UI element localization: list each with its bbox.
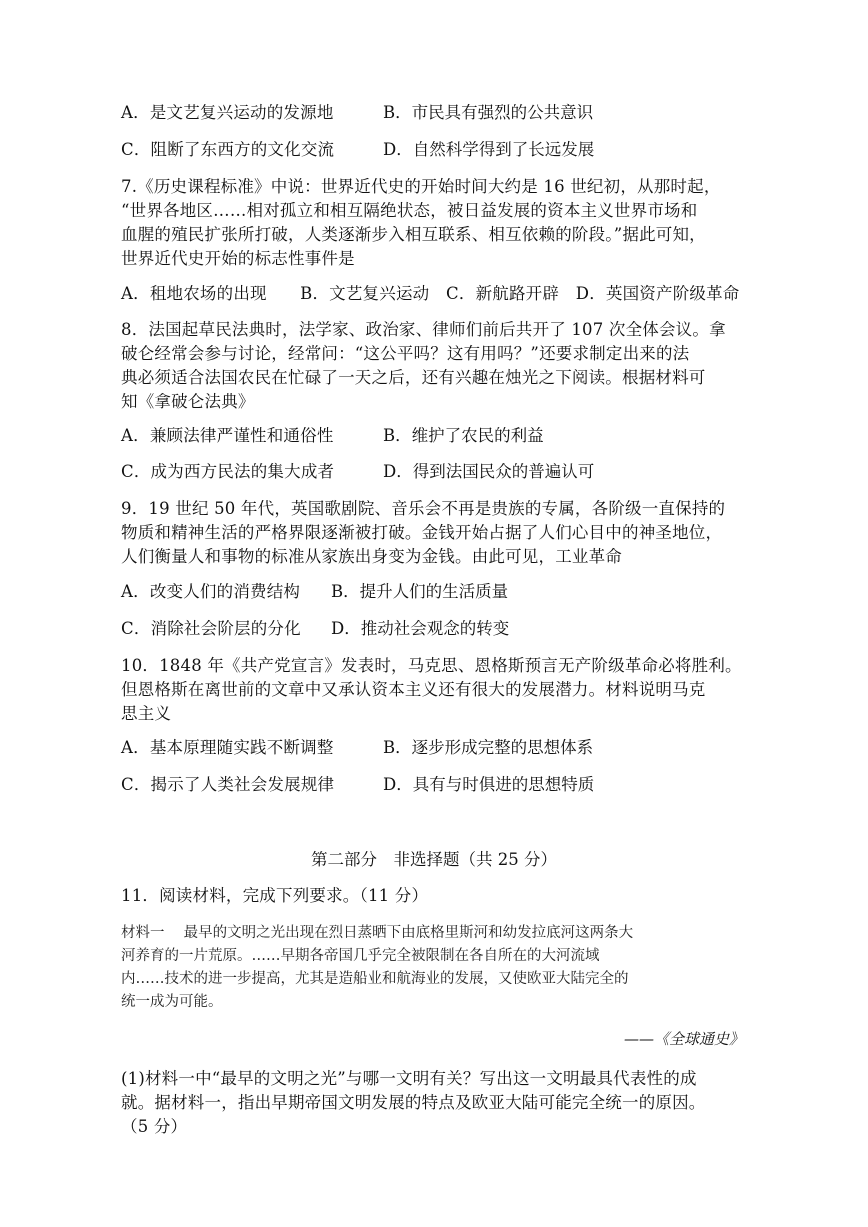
q7-stem-line: 血腥的殖民扩张所打破，人类逐渐步入相互联系、相互依赖的阶段。”据此可知，	[121, 225, 706, 244]
q11-stem: 11．阅读材料，完成下列要求。（11 分）	[121, 886, 429, 905]
q11-sub1-line: 就。据材料一，指出早期帝国文明发展的特点及欧亚大陆可能完全统一的原因。	[121, 1093, 706, 1112]
q11-material-source: ——《全球通史》	[623, 1030, 744, 1048]
q10-option-c: C．揭示了人类社会发展规律	[121, 775, 335, 794]
q10-option-d: D．具有与时俱进的思想特质	[383, 775, 595, 794]
q7-options: A．租地农场的出现 B．文艺复兴运动 C．新航路开辟 D．英国资产阶级革命	[121, 284, 740, 303]
q9-stem-line: 9．19 世纪 50 年代，英国歌剧院、音乐会不再是贵族的专属，各阶级一直保持的	[121, 499, 726, 518]
q6-option-d: D．自然科学得到了长远发展	[383, 140, 595, 159]
q7-stem-line: “世界各地区……相对孤立和相互隔绝状态，被日益发展的资本主义世界市场和	[121, 201, 698, 220]
q9-option-b: B．提升人们的生活质量	[331, 582, 509, 601]
q8-option-b: B．维护了农民的利益	[383, 426, 544, 445]
q8-stem-line: 知《拿破仑法典》	[121, 392, 255, 411]
q7-stem-line: 7.《历史课程标准》中说：世界近代史的开始时间大约是 16 世纪初，从那时起，	[121, 177, 721, 196]
q7-stem-line: 世界近代史开始的标志性事件是	[121, 249, 355, 268]
q9-stem-line: 人们衡量人和事物的标准从家族出身变为金钱。由此可见，工业革命	[121, 547, 622, 566]
q10-stem-line: 但恩格斯在离世前的文章中又承认资本主义还有很大的发展潜力。材料说明马克	[121, 680, 706, 699]
q11-material-line: 材料一 最早的文明之光出现在烈日蒸晒下由底格里斯河和幼发拉底河这两条大	[121, 925, 634, 941]
q9-stem-line: 物质和精神生活的严格界限逐渐被打破。金钱开始占据了人们心目中的神圣地位，	[121, 523, 723, 542]
q11-sub1-line: （5 分）	[121, 1117, 188, 1136]
q11-sub1-line: (1)材料一中“最早的文明之光”与哪一文明有关？写出这一文明最具代表性的成	[121, 1069, 697, 1088]
q10-stem-line: 10．1848 年《共产党宣言》发表时，马克思、恩格斯预言无产阶级革命必将胜利。	[121, 656, 742, 675]
q11-material-line: 内……技术的进一步提高，尤其是造船业和航海业的发展，又使欧亚大陆完全的	[121, 971, 629, 987]
q8-stem-line: 破仑经常会参与讨论，经常问：“这公平吗？这有用吗？”还要求制定出来的法	[121, 344, 690, 363]
q8-option-d: D．得到法国民众的普遍认可	[383, 462, 595, 481]
q6-option-c: C．阻断了东西方的文化交流	[121, 140, 335, 159]
q11-material-line: 统一成为可能。	[121, 994, 223, 1010]
q8-stem-line: 8．法国起草民法典时，法学家、政治家、律师们前后共开了 107 次全体会议。拿	[121, 320, 726, 339]
part-two-heading: 第二部分 非选择题（共 25 分）	[311, 850, 557, 869]
q8-stem-line: 典必须适合法国农民在忙碌了一天之后，还有兴趣在烛光之下阅读。根据材料可	[121, 368, 706, 387]
q9-option-d: D．推动社会观念的转变	[331, 619, 510, 638]
q9-option-c: C．消除社会阶层的分化	[121, 619, 301, 638]
q10-stem-line: 思主义	[121, 704, 172, 723]
q10-option-b: B．逐步形成完整的思想体系	[383, 738, 594, 757]
q8-option-a: A．兼顾法律严谨性和通俗性	[121, 426, 334, 445]
q8-option-c: C．成为西方民法的集大成者	[121, 462, 335, 481]
q9-option-a: A．改变人们的消费结构	[121, 582, 301, 601]
q6-option-b: B．市民具有强烈的公共意识	[383, 103, 594, 122]
q11-material-line: 河养育的一片荒原。……早期各帝国几乎完全被限制在各自所在的大河流域	[121, 948, 600, 964]
q6-option-a: A．是文艺复兴运动的发源地	[121, 103, 334, 122]
q10-option-a: A．基本原理随实践不断调整	[121, 738, 334, 757]
